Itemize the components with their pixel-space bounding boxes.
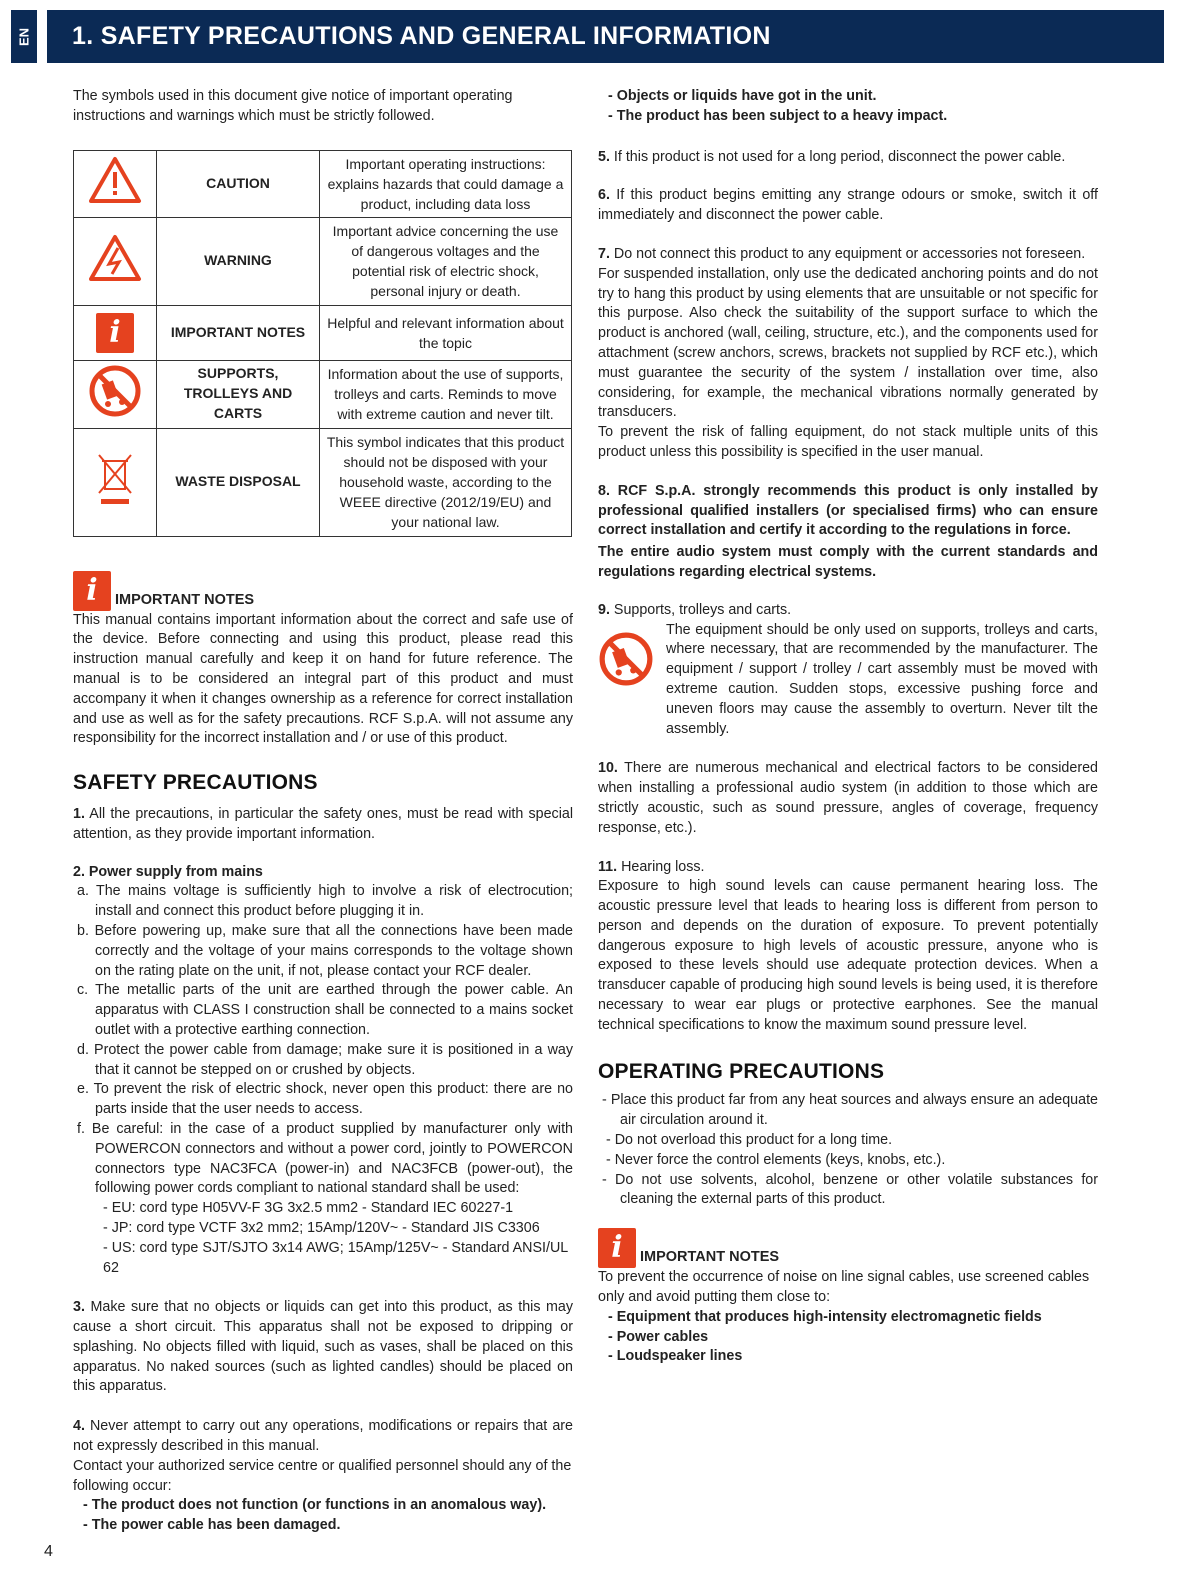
section-header: 1. SAFETY PRECAUTIONS AND GENERAL INFORMATION xyxy=(47,10,1164,63)
precaution-7-suspension: For suspended installation, only use the dedicated anchoring points and do not try to hang this product by using elements that are unsuitable or not specific for this purpose. Also check the suitability of the support surface to which the product is anchored (wall, ceiling, structure, etc.), and the components used for attachment (screw anchors, screws, brackets not supplied by RCF etc.), which must guarantee the security of the system / installation over time, also considering, for example, the mechanical vibrations normally generated by transducers. xyxy=(598,265,1098,421)
list-item: f. Be careful: in the case of a product supplied by manufacturer only with POWERCON connectors and without a power cord, jointly to POWERCON connectors type NAC3FCA (power-in) and NAC3FCB (power-out), the following power cords compliant to national standard shall be used: xyxy=(77,1120,573,1197)
precaution-4-contact: Contact your authorized service centre or qualified personnel should any of the following occur: xyxy=(73,1457,572,1494)
precaution-8: 8. RCF S.p.A. strongly recommends this product is only installed by professional qualified installers (or specialised firms) who can ensure correct installation and certify it according to the regulations in force. xyxy=(598,482,1098,539)
info-icon: i xyxy=(73,571,111,611)
symbol-name: SUPPORTS, TROLLEYS AND CARTS xyxy=(157,360,320,428)
precaution-11-body: Exposure to high sound levels can cause permanent hearing loss. The acoustic pressure level that leads to hearing loss is different from person to person and depends on the duration of exposure. To prevent potentially dangerous exposure to high levels of acoustic pressure, anyone who is exposed to these levels should use adequate protection devices. When a transducer capable of producing high sound levels is being used, it is therefore necessary to wear ear plugs or protective earphones. See the manual technical specifications to know the maximum sound pressure level. xyxy=(598,878,1098,1033)
precaution-8-standards: The entire audio system must comply with the current standards and regulations regarding electrical systems. xyxy=(598,544,1098,580)
electric-warning-icon xyxy=(74,217,157,305)
list-item: - Equipment that produces high-intensity electromagnetic fields xyxy=(608,1308,1042,1325)
important-notes-block xyxy=(73,571,573,750)
power-supply-list xyxy=(73,882,573,1278)
precaution-9 xyxy=(598,621,1098,740)
precaution-11-heading: 11. Hearing loss. xyxy=(598,858,705,875)
symbol-desc: This symbol indicates that this product should not be disposed with your household waste, according to the WEEE directive (2012/19/EU) and your national law. xyxy=(320,428,572,536)
symbol-name: IMPORTANT NOTES xyxy=(157,305,320,360)
symbol-desc: Important advice concerning the use of dangerous voltages and the potential risk of electric shock, personal injury or death. xyxy=(320,217,572,305)
right-column xyxy=(598,87,1098,1367)
precaution-9-heading: 9. Supports, trolleys and carts. xyxy=(598,601,792,618)
symbol-name: WARNING xyxy=(157,217,320,305)
list-item: - The product has been subject to a heavy impact. xyxy=(608,107,948,124)
precaution-9-body: The equipment should be only used on supports, trolleys and carts, where necessary, that are recommended by the manufacturer. The equipment / support / trolley / cart assembly must be moved with extreme caution. Sudden stops, excessive pushing force and uneven floors may cause the assembly to overturn. Never tilt the assembly. xyxy=(666,621,1098,737)
trolley-tip-icon xyxy=(74,360,157,428)
list-item: - Loudspeaker lines xyxy=(608,1348,743,1365)
list-item: - The power cable has been damaged. xyxy=(83,1517,341,1534)
notes-heading: IMPORTANT NOTES xyxy=(640,1249,780,1266)
info-icon: i xyxy=(598,1228,636,1268)
notes-body: This manual contains important information about the correct and safe use of the device. Before connecting and using this product, please read this instruction manual carefully and keep it on hand for future reference. The manual is to be considered an integral part of this product and must accompany it when it changes ownership as a reference for correct installation and use as well as for the safety precautions. RCF S.p.A. will not assume any responsibility for the incorrect installation and / or use of this product. xyxy=(73,611,573,747)
power-supply-heading: 2. Power supply from mains xyxy=(73,863,263,880)
operating-list xyxy=(598,1091,1098,1210)
weee-bin-icon xyxy=(74,428,157,536)
info-icon: i xyxy=(74,305,157,360)
cord-item: - EU: cord type H05VV-F 3G 3x2.5 mm2 - Standard IEC 60227-1 xyxy=(103,1200,514,1217)
notes-body: To prevent the occurrence of noise on line signal cables, use screened cables only and avoid putting them close to: xyxy=(598,1269,1090,1306)
precaution-4: 4. Never attempt to carry out any operations, modifications or repairs that are not expressly described in this manual. xyxy=(73,1418,573,1455)
symbol-row-warning xyxy=(74,217,572,305)
list-item: d. Protect the power cable from damage; make sure it is positioned in a way that it cannot be stepped on or crushed by objects. xyxy=(77,1041,573,1078)
precaution-10: 10. There are numerous mechanical and electrical factors to be considered when installing a professional audio system (in addition to those which are strictly acoustic, such as sound pressure, angles of coverage, frequency response, etc.). xyxy=(598,760,1098,836)
cord-item: - JP: cord type VCTF 3x2 mm2; 15Amp/120V~ - Standard JIS C3306 xyxy=(103,1219,540,1236)
list-item: - Do not overload this product for a long time. xyxy=(606,1132,893,1149)
symbol-name: WASTE DISPOSAL xyxy=(157,428,320,536)
symbol-row-waste xyxy=(74,428,572,536)
precaution-6: 6. If this product begins emitting any strange odours or smoke, switch it off immediately and disconnect the power cable. xyxy=(598,187,1098,224)
symbol-name: CAUTION xyxy=(157,150,320,217)
list-item: - Never force the control elements (keys, knobs, etc.). xyxy=(606,1151,946,1168)
symbol-row-notes xyxy=(74,305,572,360)
symbol-row-supports xyxy=(74,360,572,428)
list-item: - Objects or liquids have got in the unit. xyxy=(608,88,877,104)
list-item: - The product does not function (or functions in an anomalous way). xyxy=(83,1497,547,1514)
precaution-3: 3. Make sure that no objects or liquids can get into this product, as this may cause a short circuit. This apparatus shall not be exposed to dripping or splashing. No objects filled with liquid, such as vases, shall be placed on this apparatus. No naked sources (such as lighted candles) should be placed on this apparatus. xyxy=(73,1299,573,1395)
symbol-desc: Important operating instructions: explains hazards that could damage a product, including data loss xyxy=(320,150,572,217)
list-item: c. The metallic parts of the unit are earthed through the power cable. An apparatus with CLASS I construction shall be connected to a mains socket outlet with a protective earthing connection. xyxy=(77,982,573,1038)
cord-item: - US: cord type SJT/SJTO 3x14 AWG; 15Amp/125V~ - Standard ANSI/UL 62 xyxy=(103,1239,568,1276)
symbol-row-caution xyxy=(74,150,572,217)
list-item: e. To prevent the risk of electric shock, never open this product: there are no parts inside that the user needs to access. xyxy=(77,1081,573,1118)
list-item: b. Before powering up, make sure that all the connections have been made correctly and the voltage of your mains corresponds to the voltage shown on the rating plate on the unit, if not, please contact your RCF dealer. xyxy=(77,922,573,979)
notes-heading: IMPORTANT NOTES xyxy=(115,591,255,608)
operating-precautions-heading: OPERATING PRECAUTIONS xyxy=(598,1059,885,1083)
precaution-5: 5. If this product is not used for a long period, disconnect the power cable. xyxy=(598,148,1066,165)
page-number: 4 xyxy=(44,1543,53,1560)
list-item: - Power cables xyxy=(608,1328,709,1345)
list-item: a. The mains voltage is sufficiently high to involve a risk of electrocution; install and connect this product before plugging it in. xyxy=(77,883,573,920)
precaution-1: 1. All the precautions, in particular the safety ones, must be read with special attention, as they provide important information. xyxy=(73,805,573,842)
left-column xyxy=(73,87,573,1536)
symbol-desc: Information about the use of supports, trolleys and carts. Reminds to move with extreme caution and never tilt. xyxy=(320,360,572,428)
trolley-tip-icon xyxy=(598,621,658,740)
important-notes-block xyxy=(598,1228,1098,1367)
precaution-7: 7. Do not connect this product to any equipment or accessories not foreseen. xyxy=(598,245,1086,262)
precaution-7-stacking: To prevent the risk of falling equipment, do not stack multiple units of this product unless this possibility is specified in the user manual. xyxy=(598,424,1098,460)
safety-precautions-heading: SAFETY PRECAUTIONS xyxy=(73,771,318,795)
list-item: - Do not use solvents, alcohol, benzene or other volatile substances for cleaning the external parts of this product. xyxy=(602,1171,1099,1208)
symbols-table xyxy=(73,150,572,537)
symbol-desc: Helpful and relevant information about the topic xyxy=(320,305,572,360)
list-item: - Place this product far from any heat sources and always ensure an adequate air circulation around it. xyxy=(602,1092,1099,1129)
intro-text: The symbols used in this document give notice of important operating instructions and warnings which must be strictly followed. xyxy=(73,88,513,124)
language-tab: EN xyxy=(11,10,37,63)
caution-triangle-icon xyxy=(74,150,157,217)
